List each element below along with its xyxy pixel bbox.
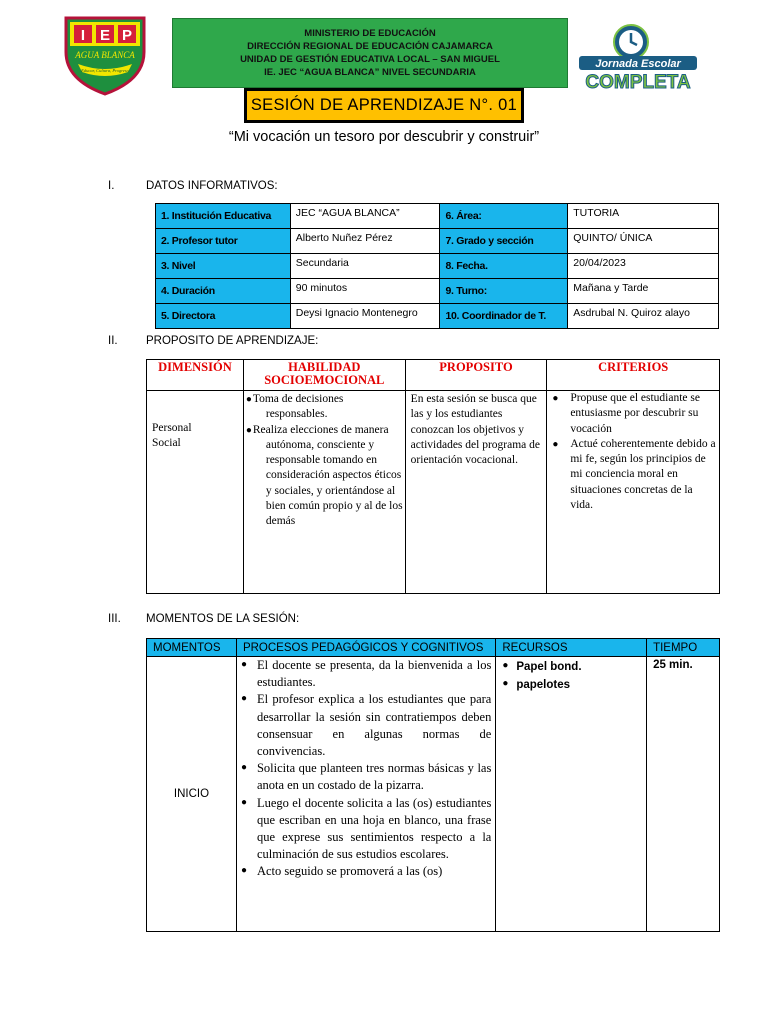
info-label: 2. Profesor tutor (156, 229, 291, 254)
crest-motto: Educar, Cultura, Progreso (81, 68, 129, 73)
column-header: MOMENTOS (147, 639, 237, 657)
table-row (147, 657, 720, 932)
dimension-text: Personal Social (152, 422, 192, 450)
bullet-icon: ● (245, 394, 252, 405)
bullet-icon: ● (552, 393, 559, 404)
list-item (496, 676, 646, 694)
section-3-number: III. (108, 613, 121, 625)
info-value: Deysi Ignacio Montenegro (290, 304, 440, 329)
info-value: Mañana y Tarde (568, 279, 719, 304)
proposito-cell (405, 391, 547, 594)
table-header-row (147, 639, 720, 657)
section-1-number: I. (108, 180, 115, 192)
table-row (156, 254, 719, 279)
list-item (246, 423, 403, 530)
info-label: 4. Duración (156, 279, 291, 304)
habilidad-text: Realiza elecciones de manera autónoma, consciente y responsable tomando en consideración aspectos éticos y sociales, y orientándose al bien común propio y al de los demás (252, 423, 403, 528)
session-motto: “Mi vocación un tesoro por descubrir y construir” (228, 129, 540, 145)
recursos-cell (496, 657, 647, 932)
proceso-text: Luego el docente solicita a las (os) estudiantes que escriban en una hoja en blanco, una frase que exprese sus sentimientos respecto a la culminación de sus estudios escolares. (256, 795, 492, 862)
info-label: 7. Grado y sección (440, 229, 568, 254)
institution-line: IE. JEC “AGUA BLANCA” NIVEL SECUNDARIA (264, 67, 476, 78)
bullet-icon: ● (240, 693, 247, 705)
habilidad-text: Toma de decisiones responsables. (252, 393, 344, 421)
column-header: PROPOSITO (405, 360, 547, 391)
list-item (496, 658, 646, 676)
bullet-icon: ● (502, 678, 509, 689)
column-header: DIMENSIÓN (147, 360, 244, 391)
info-value: TUTORIA (568, 204, 719, 229)
bullet-icon: ● (552, 438, 559, 450)
column-header: CRITERIOS (547, 360, 720, 391)
info-value: Asdrubal N. Quiroz alayo (568, 304, 719, 329)
crest-letter-i: I (80, 27, 86, 44)
jornada-escolar-logo (575, 22, 701, 98)
bullet-icon: ● (240, 796, 247, 808)
proposito-text: En esta sesión se busca que las y los estudiantes conozcan los objetivos y actividades del programa de orientación vocacional. (410, 393, 540, 467)
info-label: 1. Institución Educativa (156, 204, 291, 229)
table-row (156, 229, 719, 254)
procesos-cell (236, 657, 495, 932)
bullet-icon: ● (240, 659, 247, 670)
momentos-table (146, 638, 720, 932)
info-label: 6. Área: (440, 204, 568, 229)
crest-letter-e: E (99, 27, 111, 44)
criterio-text: Actué coherentemente debido a mi fe, según los principios de mi conciencia moral en situaciones concretas de la vida. (570, 437, 716, 512)
school-crest-logo (56, 14, 154, 96)
section-2-number: II. (108, 335, 118, 347)
dimension-cell (147, 391, 244, 594)
logo-line-1: Jornada Escolar (595, 58, 681, 70)
list-item (550, 437, 716, 513)
info-label: 5. Directora (156, 304, 291, 329)
crest-name: AGUA BLANCA (75, 50, 135, 60)
table-row (147, 391, 720, 594)
institution-line: UNIDAD DE GESTIÓN EDUCATIVA LOCAL – SAN MIGUEL (240, 54, 500, 65)
table-row (156, 279, 719, 304)
momento-cell: INICIO (147, 657, 237, 932)
info-value: Secundaria (290, 254, 440, 279)
table-header-row (147, 360, 720, 391)
bullet-icon: ● (245, 424, 252, 436)
list-item (550, 391, 716, 437)
section-3-title: MOMENTOS DE LA SESIÓN: (146, 613, 300, 625)
institution-line: MINISTERIO DE EDUCACIÓN (304, 28, 436, 39)
list-item (239, 863, 491, 880)
list-item (239, 657, 491, 691)
proceso-text: Solicita que planteen tres normas básicas y las anota en un costado de la pizarra. (256, 761, 492, 793)
criterios-cell (547, 391, 720, 594)
institution-line: DIRECCIÓN REGIONAL DE EDUCACIÓN CAJAMARCA (247, 41, 493, 52)
column-header: HABILIDAD SOCIOEMOCIONAL (243, 360, 405, 391)
column-header: PROCESOS PEDAGÓGICOS Y COGNITIVOS (236, 639, 495, 657)
list-item (239, 691, 491, 760)
info-value: 20/04/2023 (568, 254, 719, 279)
info-value: Alberto Nuñez Pérez (290, 229, 440, 254)
info-label: 8. Fecha. (440, 254, 568, 279)
bullet-icon: ● (502, 660, 509, 671)
session-title: SESIÓN DE APRENDIZAJE N°. 01 (244, 88, 524, 123)
section-1-title: DATOS INFORMATIVOS: (146, 180, 278, 192)
column-header: TIEMPO (647, 639, 720, 657)
table-row (156, 304, 719, 329)
info-label: 3. Nivel (156, 254, 291, 279)
criterio-text: Propuse que el estudiante se entusiasme por descubrir su vocación (570, 392, 700, 435)
logo-line-2: COMPLETA (585, 72, 691, 93)
column-header: RECURSOS (496, 639, 647, 657)
proceso-text: El docente se presenta, da la bienvenida a los estudiantes. (256, 658, 492, 690)
proposito-table (146, 359, 720, 594)
info-value: 90 minutos (290, 279, 440, 304)
info-value: QUINTO/ ÚNICA (568, 229, 719, 254)
info-value: JEC “AGUA BLANCA” (290, 204, 440, 229)
list-item (246, 392, 403, 423)
recurso-text: papelotes (516, 679, 571, 691)
bullet-icon: ● (240, 762, 247, 774)
tiempo-cell: 25 min. (647, 657, 720, 932)
datos-informativos-table (155, 203, 719, 329)
info-label: 9. Turno: (440, 279, 568, 304)
proceso-text: Acto seguido se promoverá a las (os) (256, 864, 443, 879)
list-item (239, 760, 491, 794)
recurso-text: Papel bond. (516, 661, 582, 673)
institution-header (172, 18, 568, 88)
bullet-icon: ● (240, 865, 247, 877)
section-2-title: PROPOSITO DE APRENDIZAJE: (146, 335, 319, 347)
crest-letter-p: P (121, 27, 133, 44)
info-label: 10. Coordinador de T. (440, 304, 568, 329)
habilidad-cell (243, 391, 405, 594)
list-item (239, 795, 491, 864)
table-row (156, 204, 719, 229)
proceso-text: El profesor explica a los estudiantes que para desarrollar la sesión sin contratiempos deben consensuar en algunas normas de convivencias. (256, 692, 492, 759)
